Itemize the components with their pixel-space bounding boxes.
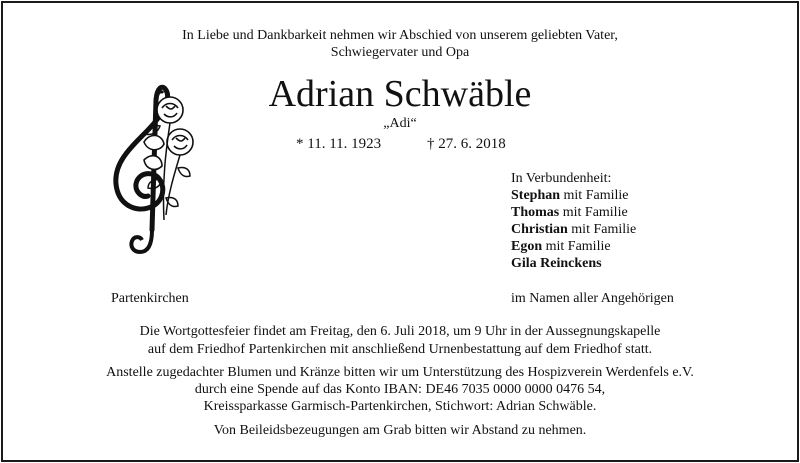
relative-name: Stephan — [511, 188, 561, 203]
relative-entry — [511, 255, 636, 272]
relative-entry — [511, 187, 636, 204]
condolence-note: Von Beileidsbezeugungen am Grab bitten wir Abstand zu nehmen. — [213, 423, 587, 438]
birth-date: * 11. 11. 1923 — [296, 136, 382, 152]
relative-entry — [511, 204, 636, 221]
relative-name: Egon — [511, 239, 543, 254]
relative-name: Gila Reinckens — [511, 256, 602, 271]
place: Partenkirchen — [111, 291, 189, 306]
relatives-heading: In Verbundenheit: — [511, 171, 612, 186]
treble-clef-with-roses-icon — [100, 80, 200, 260]
relative-suffix: mit Familie — [559, 205, 628, 220]
relative-suffix: mit Familie — [560, 188, 629, 203]
donation-line-1: Anstelle zugedachter Blumen und Kränze bitten wir um Unterstützung des Hospizverein Werdenfels e.V. — [106, 365, 694, 380]
relative-suffix: mit Familie — [567, 222, 637, 237]
relative-name: Christian — [511, 222, 568, 237]
nickname: „Adi“ — [383, 116, 417, 131]
service-line-1: Die Wortgottesfeier findet am Freitag, den 6. Juli 2018, um 9 Uhr in der Aussegnungskapelle — [139, 324, 661, 339]
intro-line-2: Schwiegervater und Opa — [330, 45, 470, 60]
donation-line-2: durch eine Spende auf das Konto IBAN: DE46 7035 0000 0000 0476 54, — [194, 382, 606, 397]
death-date: † 27. 6. 2018 — [427, 136, 506, 152]
closing-signature: im Namen aller Angehörigen — [511, 291, 674, 306]
relative-name: Thomas — [511, 205, 560, 220]
relative-suffix: mit Familie — [542, 239, 611, 254]
relative-entry — [511, 221, 636, 238]
deceased-name: Adrian Schwäble — [268, 73, 532, 115]
relative-entry — [511, 238, 636, 255]
donation-line-3: Kreissparkasse Garmisch-Partenkirchen, Stichwort: Adrian Schwäble. — [203, 399, 597, 414]
service-line-2: auf dem Friedhof Partenkirchen mit anschließend Urnenbestattung auf dem Friedhof statt. — [147, 342, 653, 357]
relatives-list — [511, 170, 636, 272]
intro-line-1: In Liebe und Dankbarkeit nehmen wir Abschied von unserem geliebten Vater, — [182, 28, 618, 43]
